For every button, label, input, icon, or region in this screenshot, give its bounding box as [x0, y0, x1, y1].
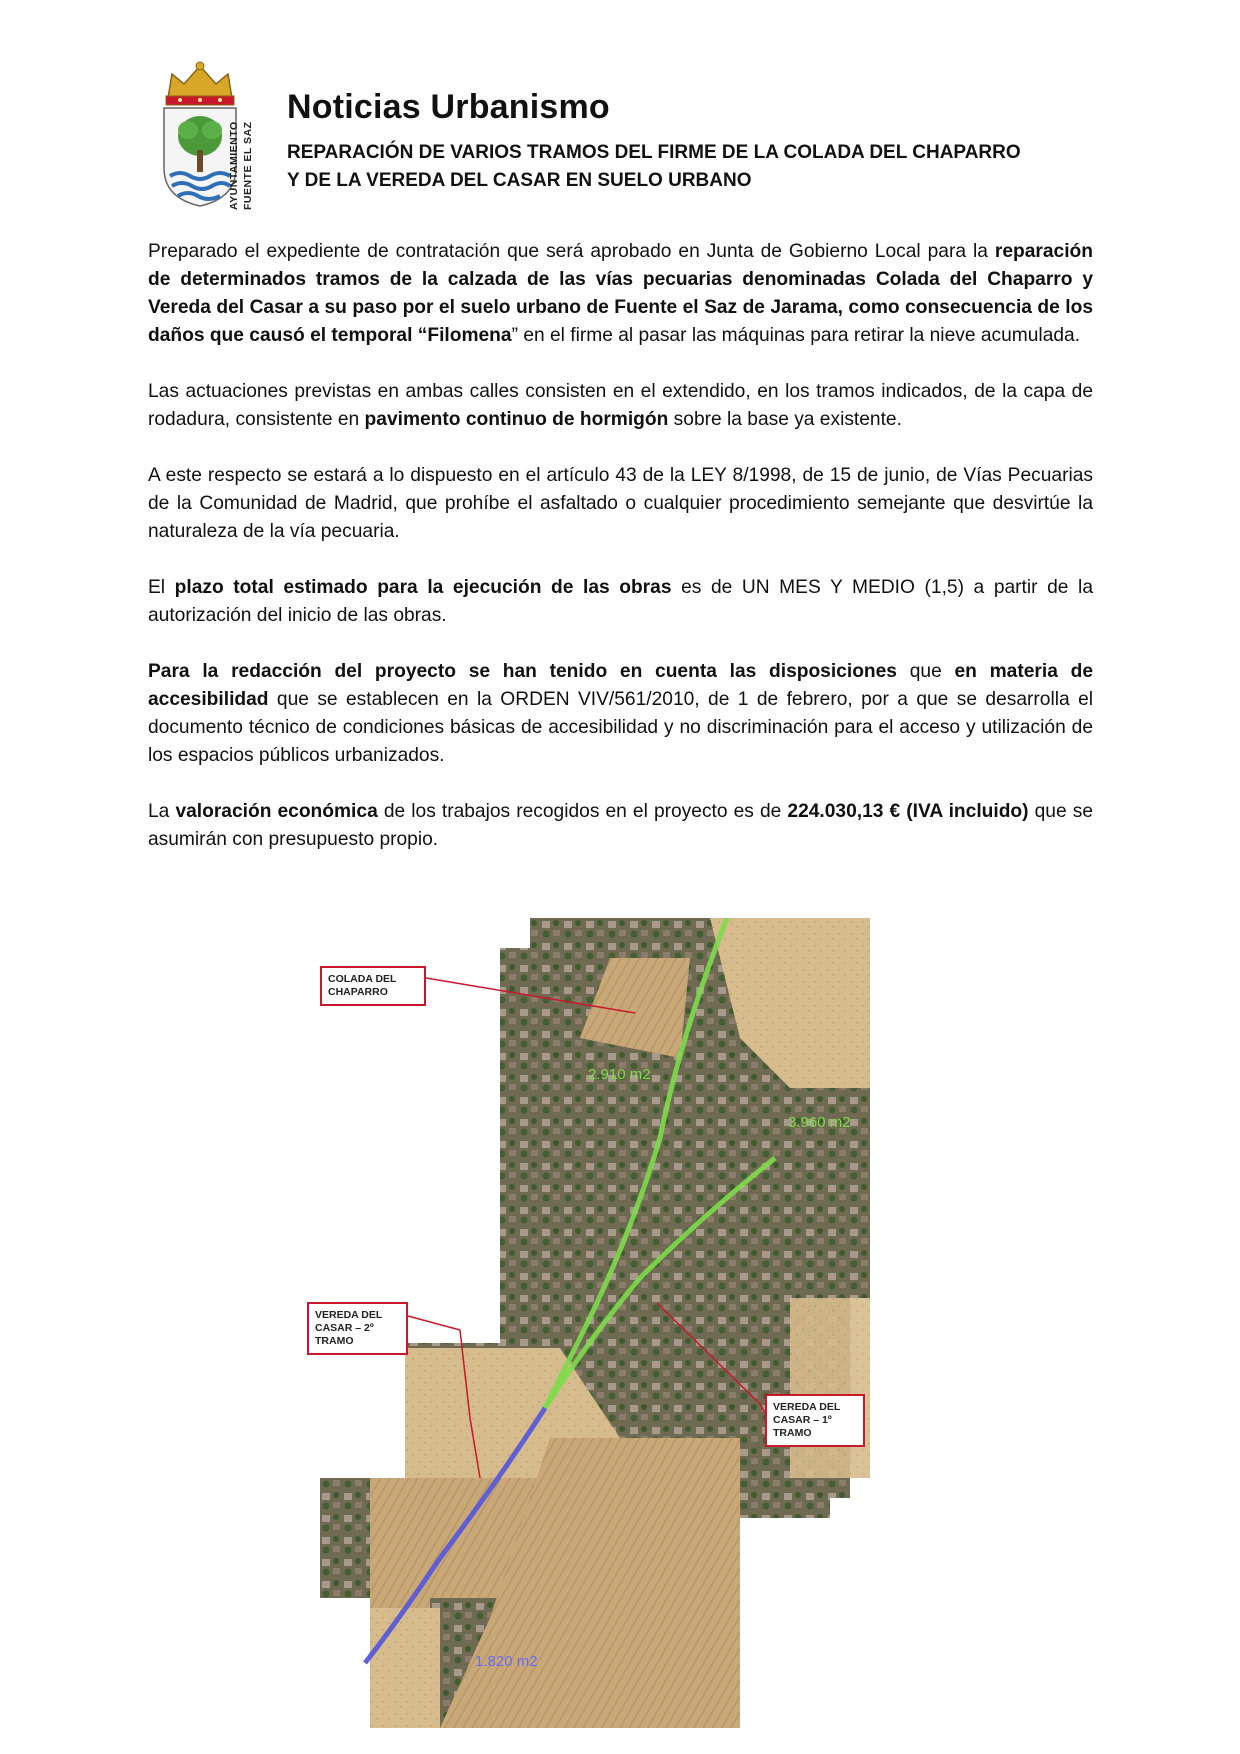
- text-run: que se asumirán con presupuesto propio.: [148, 801, 1093, 850]
- aerial-map: [320, 918, 980, 1730]
- text-run: La: [148, 801, 176, 822]
- aerial-map-figure: [315, 918, 980, 1730]
- text-run: plazo total estimado para la ejecución de las obras: [174, 577, 672, 598]
- area-label-vereda-1: 3.960 m2: [788, 1114, 851, 1131]
- callout-colada-chaparro: COLADA DEL CHAPARRO: [320, 966, 426, 1006]
- text-run: en materia de accesibilidad: [148, 661, 1094, 710]
- page-title: Noticias Urbanismo: [287, 88, 610, 126]
- paragraph-4: [148, 574, 1093, 630]
- paragraph-5: [148, 658, 1093, 770]
- text-run: reparación de determinados tramos de la calzada de las vías pecuarias denominadas Colada del Chaparro y Vereda del Casar a su paso por el suelo urbano de Fuente el Saz de Jarama, como consecuencia de los daños que causó el temporal “Filomena: [148, 241, 1093, 346]
- subtitle-line-1: REPARACIÓN DE VARIOS TRAMOS DEL FIRME DE LA COLADA DEL CHAPARRO: [287, 142, 1021, 163]
- text-run: 224.030,13 € (IVA incluido): [787, 801, 1029, 822]
- svg-text:FUENTE EL SAZ: FUENTE EL SAZ: [242, 121, 254, 210]
- text-run: Para la redacción del proyecto se han tenido en cuenta las disposiciones: [148, 661, 897, 682]
- svg-text:AYUNTAMIENTO: AYUNTAMIENTO: [228, 121, 240, 210]
- text-run: que: [896, 661, 955, 682]
- paragraph-3: [148, 462, 1093, 546]
- page-subtitle: [287, 139, 1021, 195]
- text-run: sobre la base ya existente.: [668, 409, 902, 430]
- crown-icon: [166, 62, 234, 105]
- paragraph-1: [148, 238, 1093, 350]
- text-run: ” en el firme al pasar las máquinas para retirar la nieve acumulada.: [511, 325, 1081, 346]
- text-run: es de UN MES Y MEDIO (1,5) a partir de la autorización del inicio de las obras.: [148, 577, 1093, 626]
- paragraph-6: [148, 798, 1093, 854]
- text-run: Preparado el expediente de contratación que será aprobado en Junta de Gobierno Local para la: [148, 241, 995, 262]
- area-label-colada: 2.910 m2: [588, 1066, 651, 1083]
- text-run: El: [148, 577, 175, 598]
- callout-vereda-casar-1: VEREDA DEL CASAR – 1º TRAMO: [765, 1394, 865, 1447]
- logo-text: [225, 82, 259, 212]
- text-run: Las actuaciones previstas en ambas calles consisten en el extendido, en los tramos indicados, de la capa de rodadura, consistente en: [148, 381, 1093, 430]
- subtitle-line-2: Y DE LA VEREDA DEL CASAR EN SUELO URBANO: [287, 170, 752, 191]
- text-run: pavimento continuo de hormigón: [364, 409, 669, 430]
- text-run: A este respecto se estará a lo dispuesto en el artículo 43 de la LEY 8/1998, de 15 de junio, de Vías Pecuarias de la Comunidad de Madrid, que prohíbe el asfaltado o cualquier procedimiento semejante que desvirtúe la naturaleza de la vía pecuaria.: [148, 465, 1093, 542]
- text-run: de los trabajos recogidos en el proyecto es de: [377, 801, 788, 822]
- text-run: que se establecen en la ORDEN VIV/561/2010, de 1 de febrero, por a que se desarrolla el documento técnico de condiciones básicas de accesibilidad y no discriminación para el acceso y utilización de los espacios públicos urbanizados.: [148, 689, 1093, 766]
- text-run: valoración económica: [175, 801, 378, 822]
- paragraph-2: [148, 378, 1093, 434]
- area-label-vereda-2: 1.820 m2: [475, 1653, 538, 1670]
- callout-vereda-casar-2: VEREDA DEL CASAR – 2º TRAMO: [307, 1302, 408, 1355]
- article-body: [148, 238, 1093, 882]
